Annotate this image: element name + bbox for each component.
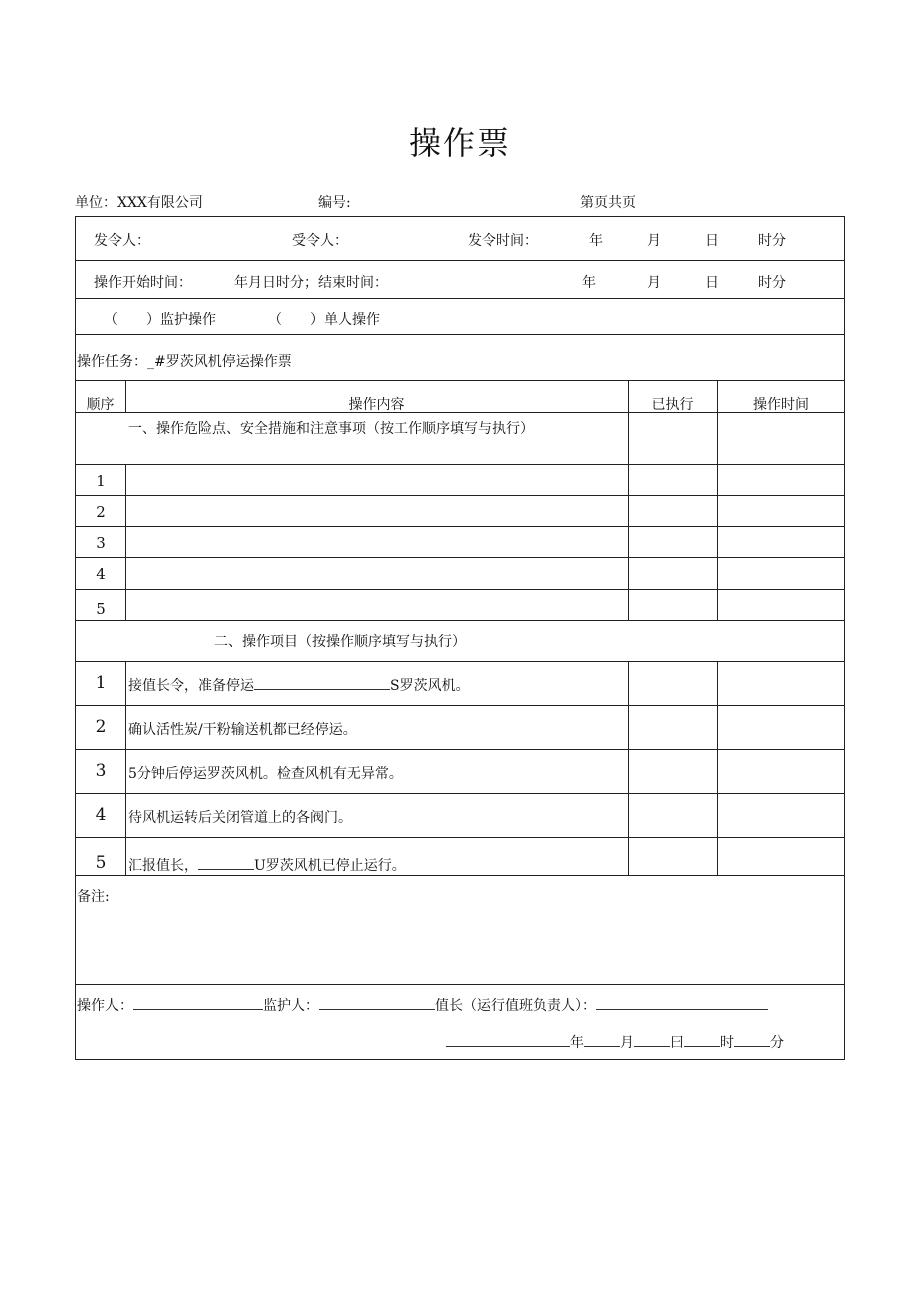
section2-row-number: 4 [95, 805, 107, 825]
row-divider [76, 620, 844, 621]
step-5-text-pre: 汇报值长， [128, 858, 198, 874]
row-divider [76, 705, 844, 706]
issuer-label: 发令人： [94, 233, 150, 249]
section1-title: 一、操作危险点、安全措施和注意事项（按工作顺序填写与执行） [128, 421, 534, 437]
col-header-executed: 已执行 [651, 397, 694, 413]
col-divider [717, 381, 718, 620]
end-time-label: 年月日时分；结束时间： [234, 275, 388, 291]
receiver-label: 受令人： [292, 233, 348, 249]
signature-line [77, 995, 768, 1015]
end-year-label: 年 [582, 275, 596, 291]
row-divider [76, 334, 844, 335]
section2-step-1 [128, 675, 470, 695]
step-1-text-pre: 接值长令，准备停运 [128, 678, 254, 694]
day-label: 日 [705, 233, 719, 249]
col-divider [628, 381, 629, 620]
row-divider [76, 298, 844, 299]
section2-step-3: 5分钟后停运罗茨风机。检查风机有无异常。 [128, 766, 403, 782]
section2-step-4: 待风机运转后关闭管道上的各阀门。 [128, 810, 352, 826]
row-divider [76, 837, 844, 838]
row-divider [76, 464, 844, 465]
col-divider [628, 662, 629, 875]
page-count-label: 第页共页 [580, 195, 636, 211]
hour-field[interactable] [684, 1032, 720, 1047]
section1-row-number: 2 [96, 503, 106, 521]
section1-row-number: 4 [96, 565, 106, 583]
col-divider [717, 662, 718, 875]
row-divider [76, 793, 844, 794]
operator-label: 操作人： [77, 998, 133, 1014]
end-month-label: 月 [647, 275, 661, 291]
shift-leader-field[interactable] [596, 995, 768, 1010]
section1-row-number: 5 [96, 600, 106, 618]
supervisor-label: 监护人： [263, 998, 319, 1014]
operation-ticket-table [75, 216, 845, 1060]
year-label: 年 [589, 233, 603, 249]
date-minute-label: 分 [770, 1035, 784, 1051]
section1-row-number: 3 [96, 534, 106, 552]
section2-row-number: 3 [95, 761, 107, 781]
single-mode-checkbox[interactable]: （ ）单人操作 [268, 312, 380, 328]
date-month-label: 月 [620, 1035, 634, 1051]
minute-field[interactable] [734, 1032, 770, 1047]
end-day-label: 日 [705, 275, 719, 291]
row-divider [76, 526, 844, 527]
row-divider [76, 589, 844, 590]
step-5-text-post: U罗茨风机已停止运行。 [254, 858, 406, 874]
row-divider [76, 875, 844, 876]
order-time-label: 发令时间： [468, 233, 538, 249]
month-field[interactable] [584, 1032, 620, 1047]
row-divider [76, 260, 844, 261]
blank-field[interactable] [198, 855, 254, 870]
signature-date-line [446, 1032, 784, 1052]
supervised-mode-checkbox[interactable]: （ ）监护操作 [104, 312, 216, 328]
blank-field[interactable] [254, 675, 390, 690]
month-label: 月 [647, 233, 661, 249]
section2-step-5 [128, 855, 406, 875]
date-hour-label: 时 [720, 1035, 734, 1051]
end-hour-minute-label: 时分 [758, 275, 786, 291]
unit-label: 单位：XXX有限公司 [75, 195, 203, 211]
col-header-order: 顺序 [86, 397, 115, 413]
serial-label: 编号: [318, 195, 351, 211]
day-field[interactable] [634, 1032, 670, 1047]
supervisor-field[interactable] [319, 995, 435, 1010]
date-day-label: 曰 [670, 1035, 684, 1051]
row-divider [76, 557, 844, 558]
section2-row-number: 1 [95, 673, 107, 693]
task-label: 操作任务：_#罗茨风机停运操作票 [77, 354, 292, 370]
row-divider [76, 380, 844, 381]
date-field[interactable] [446, 1032, 570, 1047]
date-year-label: 年 [570, 1035, 584, 1051]
row-divider [76, 749, 844, 750]
page-title: 操作票 [408, 124, 511, 162]
section2-title: 二、操作项目（按操作顺序填写与执行） [214, 634, 466, 650]
row-divider [76, 661, 844, 662]
section2-row-number: 5 [95, 853, 107, 873]
hour-minute-label: 时分 [758, 233, 786, 249]
remarks-label: 备注: [77, 889, 110, 905]
col-header-content: 操作内容 [348, 397, 405, 413]
section2-row-number: 2 [95, 717, 107, 737]
section2-step-2: 确认活性炭/干粉输送机都已经停运。 [128, 722, 357, 738]
col-header-time: 操作时间 [753, 397, 809, 413]
shift-leader-label: 值长（运行值班负责人）： [435, 998, 596, 1014]
row-divider [76, 495, 844, 496]
section1-row-number: 1 [96, 472, 106, 490]
row-divider [76, 984, 844, 985]
start-time-label: 操作开始时间： [94, 275, 192, 291]
operator-field[interactable] [133, 995, 263, 1010]
step-1-text-post: S罗茨风机。 [390, 678, 470, 694]
